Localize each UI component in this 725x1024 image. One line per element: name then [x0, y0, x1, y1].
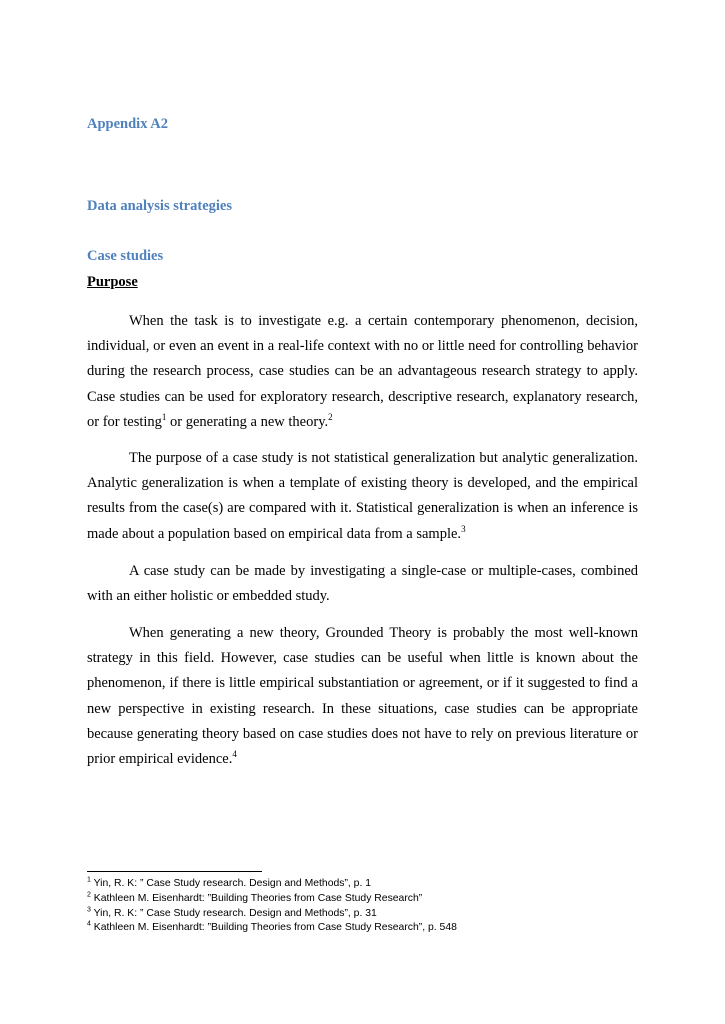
footnote-text: Yin, R. K: ” Case Study research. Design and Methods”, p. 1	[90, 878, 372, 889]
body-paragraph	[87, 446, 638, 547]
footnote-text: Kathleen M. Eisenhardt: ”Building Theories from Case Study Research”	[90, 892, 423, 904]
footnote-mark: 1	[87, 876, 91, 884]
paragraph-text: or generating a new theory.	[166, 413, 329, 430]
purpose-title: Purpose	[87, 274, 138, 290]
section-title: Data analysis strategies	[87, 198, 232, 214]
body-paragraph	[87, 309, 638, 435]
footnote-mark: 4	[87, 920, 91, 928]
footnote-separator	[87, 871, 262, 872]
footnote-item	[87, 892, 647, 907]
footnote-reference: 3	[461, 523, 466, 534]
paragraph-text: When the task is to investigate e.g. a certain contemporary phenomenon, decision, individual, or even an event in a real-life context with no or little need for controlling behavior during the research process, case studies can be an advantageous research strategy to apply. Case studies can be used for exploratory research, descriptive research, explanatory research, or for testing	[87, 313, 638, 430]
footnote-item	[87, 907, 647, 922]
subsection-title: Case studies	[87, 248, 164, 264]
paragraph-text: A case study can be made by investigating a single-case or multiple-cases, combined with an either holistic or embedded study.	[87, 563, 638, 605]
footnote-mark: 3	[87, 906, 91, 914]
footnote-reference: 1	[161, 411, 167, 422]
footnote-mark: 2	[87, 891, 91, 899]
footnote-text: Kathleen M. Eisenhardt: ”Building Theories from Case Study Research”, p. 548	[90, 922, 457, 934]
footnote-reference: 2	[328, 411, 333, 422]
footnotes-list	[87, 877, 647, 936]
appendix-title: Appendix A2	[87, 116, 168, 132]
paragraph-text: The purpose of a case study is not statistical generalization but analytic generalization. Analytic generalization is when a template of existing theory is developed, and the empirical results from the case(s) are compared with it. Statistical generalization is when an inference is made about a population based on empirical data from a sample.	[87, 450, 638, 542]
footnote-reference: 4	[232, 749, 237, 760]
footnote-item	[87, 877, 647, 892]
body-paragraph	[87, 559, 638, 609]
footnote-text: Yin, R. K: ” Case Study research. Design and Methods”, p. 31	[90, 907, 377, 919]
body-paragraph	[87, 621, 638, 772]
footnote-item	[87, 921, 647, 936]
paragraph-text: When generating a new theory, Grounded Theory is probably the most well-known strategy in this field. However, case studies can be useful when little is known about the phenomenon, if there is little empirical substantiation or agreement, or if it suggested to find a new perspective in existing research. In these situations, case studies can be appropriate because generating theory based on case studies does not have to rely on previous literature or prior empirical evidence.	[87, 625, 638, 768]
